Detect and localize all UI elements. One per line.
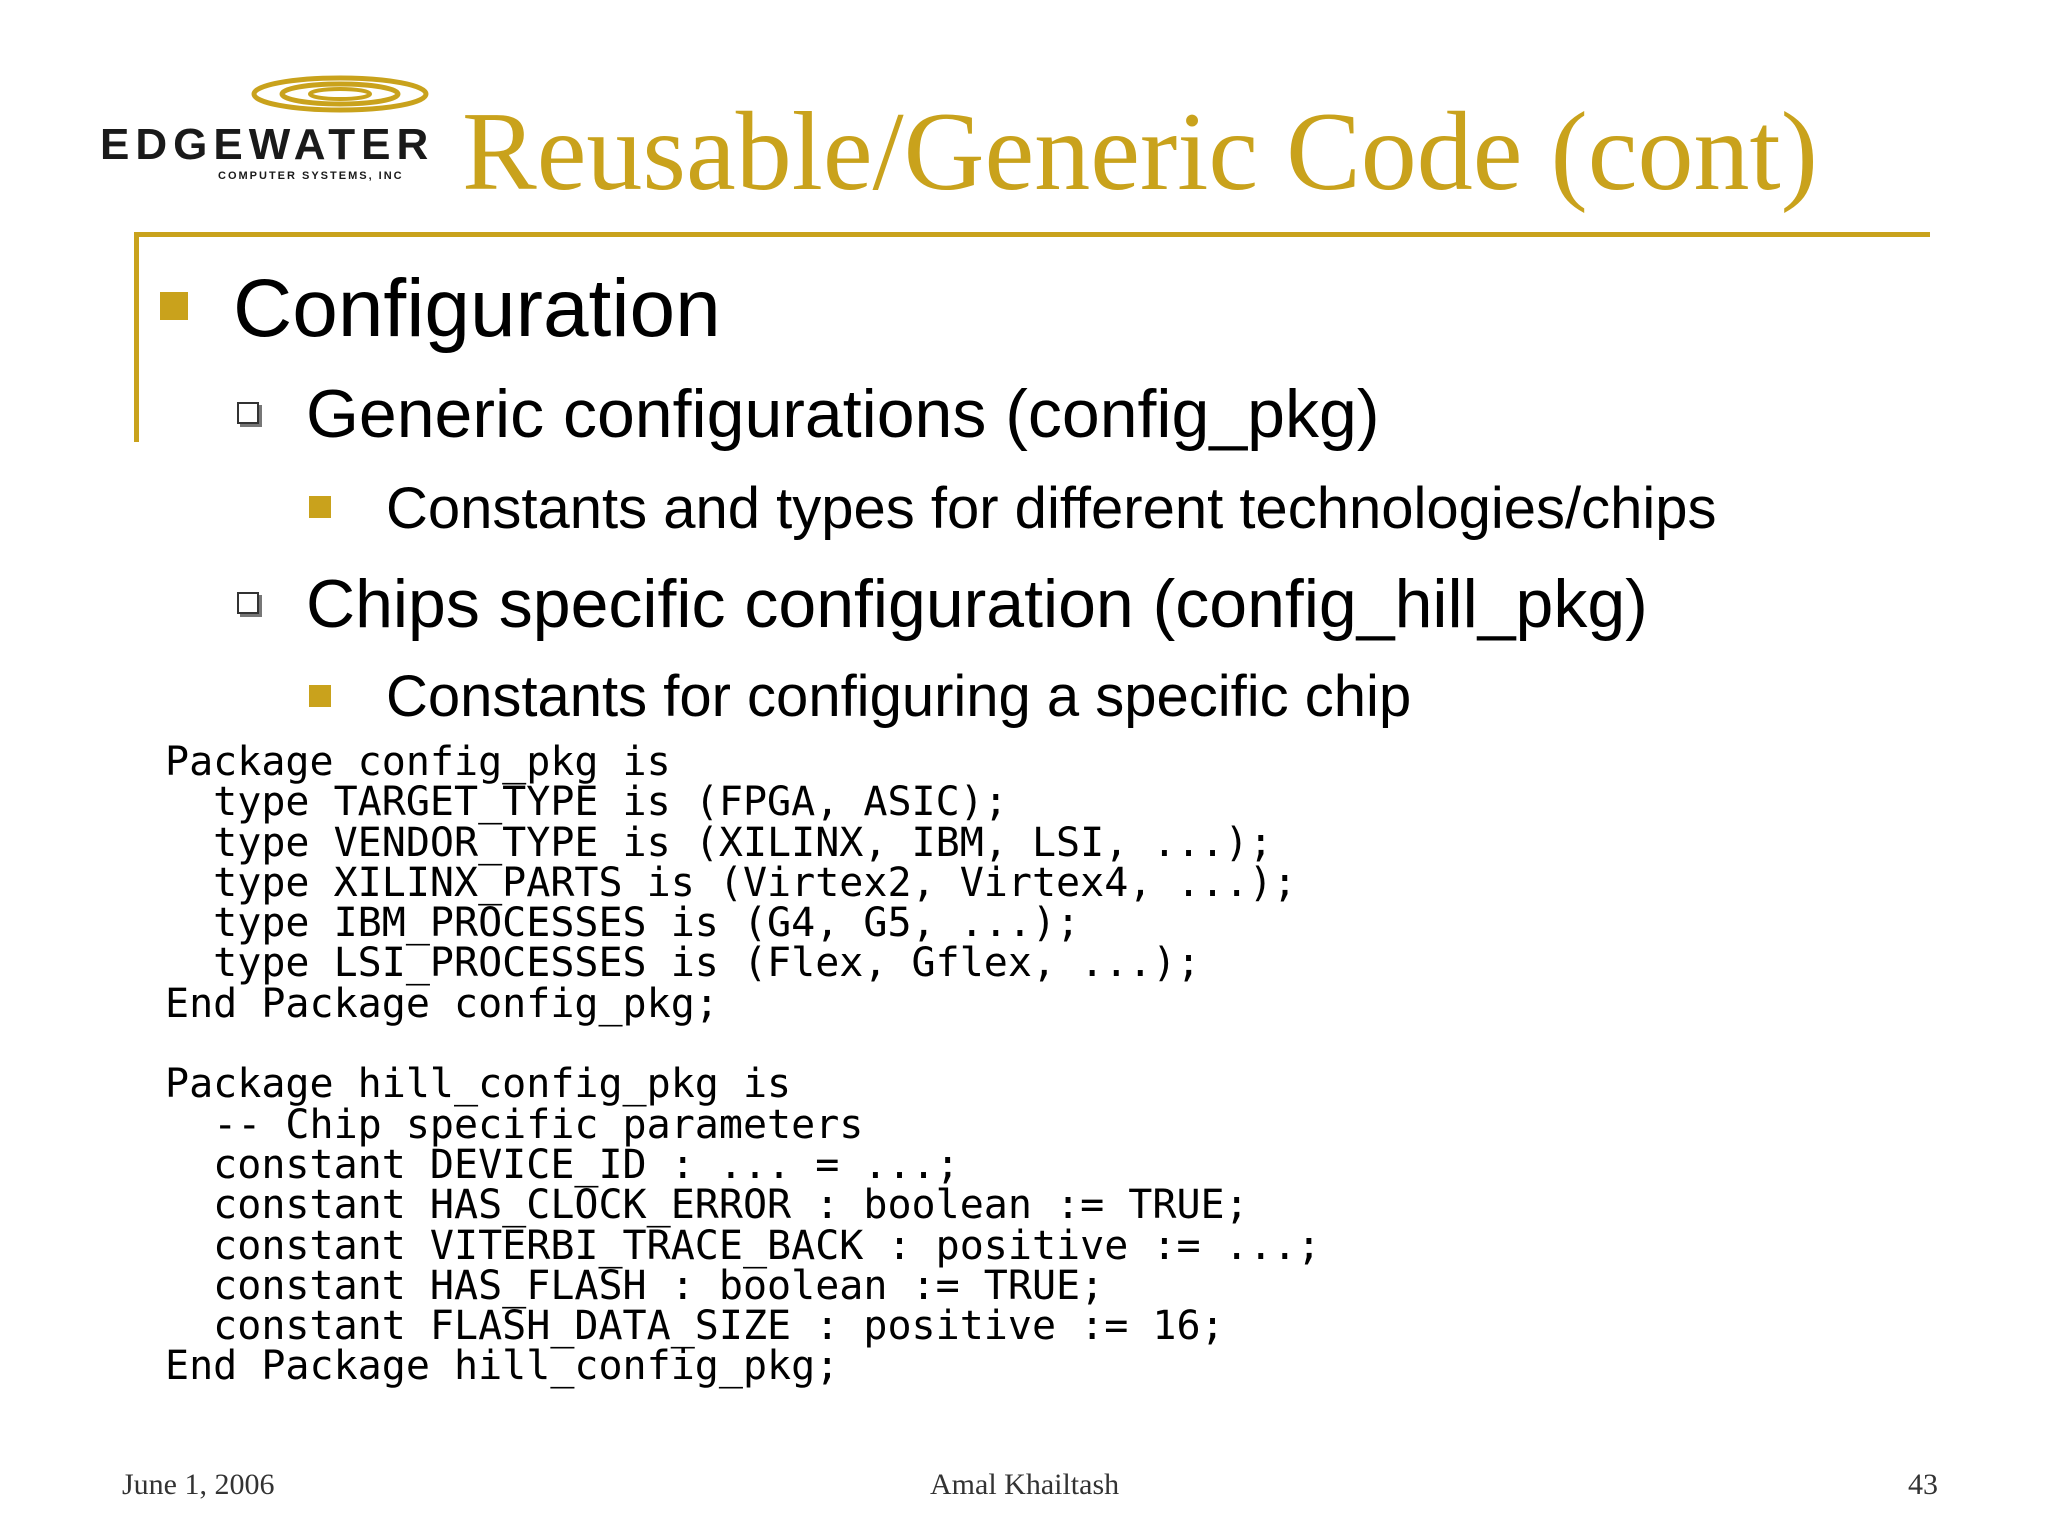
slide-title: Reusable/Generic Code (cont): [462, 90, 1818, 214]
code-line: type XILINX_PARTS is (Virtex2, Virtex4, ...);: [165, 859, 1297, 906]
bullet-constants-chip: Constants for configuring a specific chip: [386, 664, 1412, 729]
code-line: constant HAS_FLASH : boolean := TRUE;: [165, 1262, 1105, 1309]
code-line: type TARGET_TYPE is (FPGA, ASIC);: [165, 779, 1008, 826]
bullet-generic-configurations: Generic configurations (config_pkg): [306, 376, 1380, 452]
page-number: 43: [1908, 1468, 1938, 1501]
code-line: -- Chip specific parameters: [165, 1101, 864, 1148]
code-line: End Package config_pkg;: [165, 980, 719, 1027]
code-line: constant VITERBI_TRACE_BACK : positive := ...;: [165, 1222, 1321, 1269]
code-line: constant DEVICE_ID : ... = ...;: [165, 1141, 960, 1188]
bullet-constants-types: Constants and types for different technologies/chips: [386, 476, 1717, 541]
code-line: Package hill_config_pkg is: [165, 1061, 792, 1108]
code-line: constant HAS_CLOCK_ERROR : boolean := TRUE;: [165, 1182, 1249, 1229]
bullet-configuration: Configuration: [233, 263, 721, 354]
code-line: End Package hill_config_pkg;: [165, 1343, 840, 1390]
footer-author: Amal Khailtash: [930, 1468, 1120, 1501]
footer-date: June 1, 2006: [122, 1468, 275, 1501]
code-line: type IBM_PROCESSES is (G4, G5, ...);: [165, 900, 1081, 947]
checkbox-bullet-icon: [237, 592, 259, 614]
title-divider: [134, 232, 1930, 237]
bullet-chips-specific: Chips specific configuration (config_hill_pkg): [306, 566, 1648, 642]
vhdl-code-block: [165, 739, 1321, 1390]
logo-wordmark: EDGEWATER: [100, 120, 435, 169]
code-line: Package config_pkg is: [165, 739, 671, 785]
code-line: type LSI_PROCESSES is (Flex, Gflex, ...);: [165, 940, 1201, 987]
checkbox-bullet-icon: [237, 402, 259, 424]
square-bullet-icon: [309, 685, 331, 707]
logo-tagline: COMPUTER SYSTEMS, INC: [218, 170, 404, 182]
edgewater-logo: [100, 72, 440, 190]
code-line: type VENDOR_TYPE is (XILINX, IBM, LSI, ...);: [165, 819, 1273, 866]
logo-rings-icon: [250, 72, 430, 122]
square-bullet-icon: [309, 496, 331, 518]
square-bullet-icon: [160, 292, 188, 320]
title-divider-vertical: [134, 232, 139, 442]
code-line: constant FLASH_DATA_SIZE : positive := 16;: [165, 1303, 1225, 1350]
